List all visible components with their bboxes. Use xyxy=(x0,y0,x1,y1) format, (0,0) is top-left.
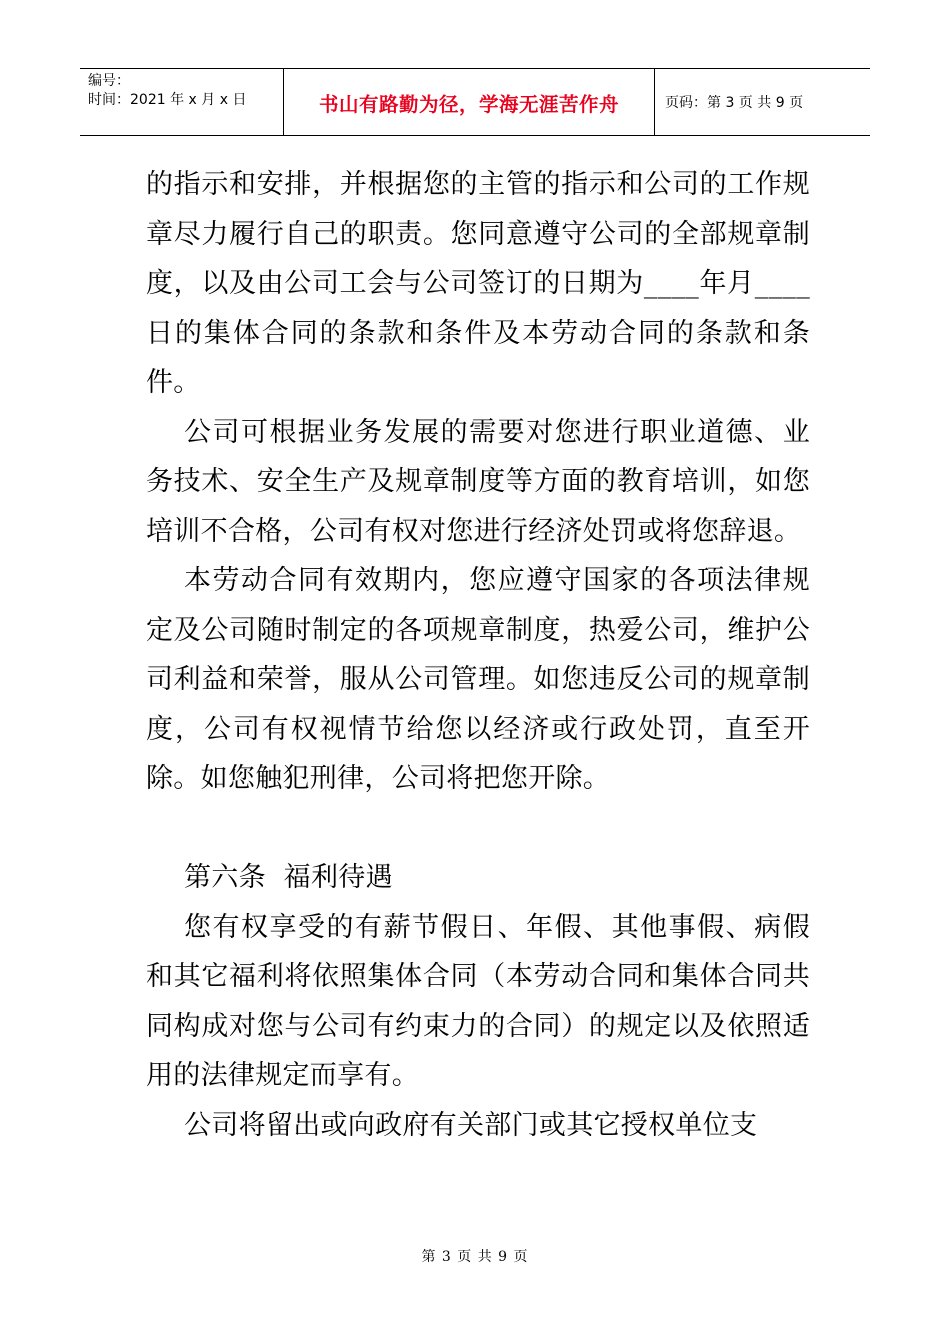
paragraph-benefits: 您有权享受的有薪节假日、年假、其他事假、病假和其它福利将依照集体合同（本劳动合同和集体合同共同构成对您与公司有约束力的合同）的规定以及依照适用的法律规定而享有。 xyxy=(146,911,810,1091)
document-date: 时间：2021 年 x 月 x 日 xyxy=(88,92,247,108)
page-header xyxy=(80,68,870,136)
paragraph-funds: 公司将留出或向政府有关部门或其它授权单位支 xyxy=(184,1109,758,1141)
paragraph-rules: 本劳动合同有效期内，您应遵守国家的各项法律规定及公司随时制定的各项规章制度，热爱公司，维护公司利益和荣誉，服从公司管理。如您违反公司的规章制度，公司有权视情节给您以经济或行政处罚，直至开除。如您触犯刑律，公司将把您开除。 xyxy=(146,565,810,794)
page-footer: 第 3 页 共 9 页 xyxy=(421,1249,529,1265)
header-motto-cell xyxy=(283,69,655,135)
paragraph-training: 公司可根据业务发展的需要对您进行职业道德、业务技术、安全生产及规章制度等方面的教育培训，如您培训不合格，公司有权对您进行经济处罚或将您辞退。 xyxy=(146,416,810,547)
header-meta xyxy=(80,69,283,135)
document-body xyxy=(146,160,810,1150)
blank-line xyxy=(146,804,810,854)
section-heading: 第六条 福利待遇 xyxy=(184,862,393,893)
document-number-label: 编号： xyxy=(88,73,130,89)
header-page-code-cell xyxy=(655,69,870,135)
header-motto: 书山有路勤为径，学海无涯苦作舟 xyxy=(318,93,619,116)
header-page-code: 页码：第 3 页 共 9 页 xyxy=(665,95,804,111)
paragraph-continued: 的指示和安排，并根据您的主管的指示和公司的工作规章尽力履行自己的职责。您同意遵守公司的全部规章制度，以及由公司工会与公司签订的日期为____年月____日的集体合同的条款和条件及本劳动合同的条款和条件。 xyxy=(146,169,810,398)
